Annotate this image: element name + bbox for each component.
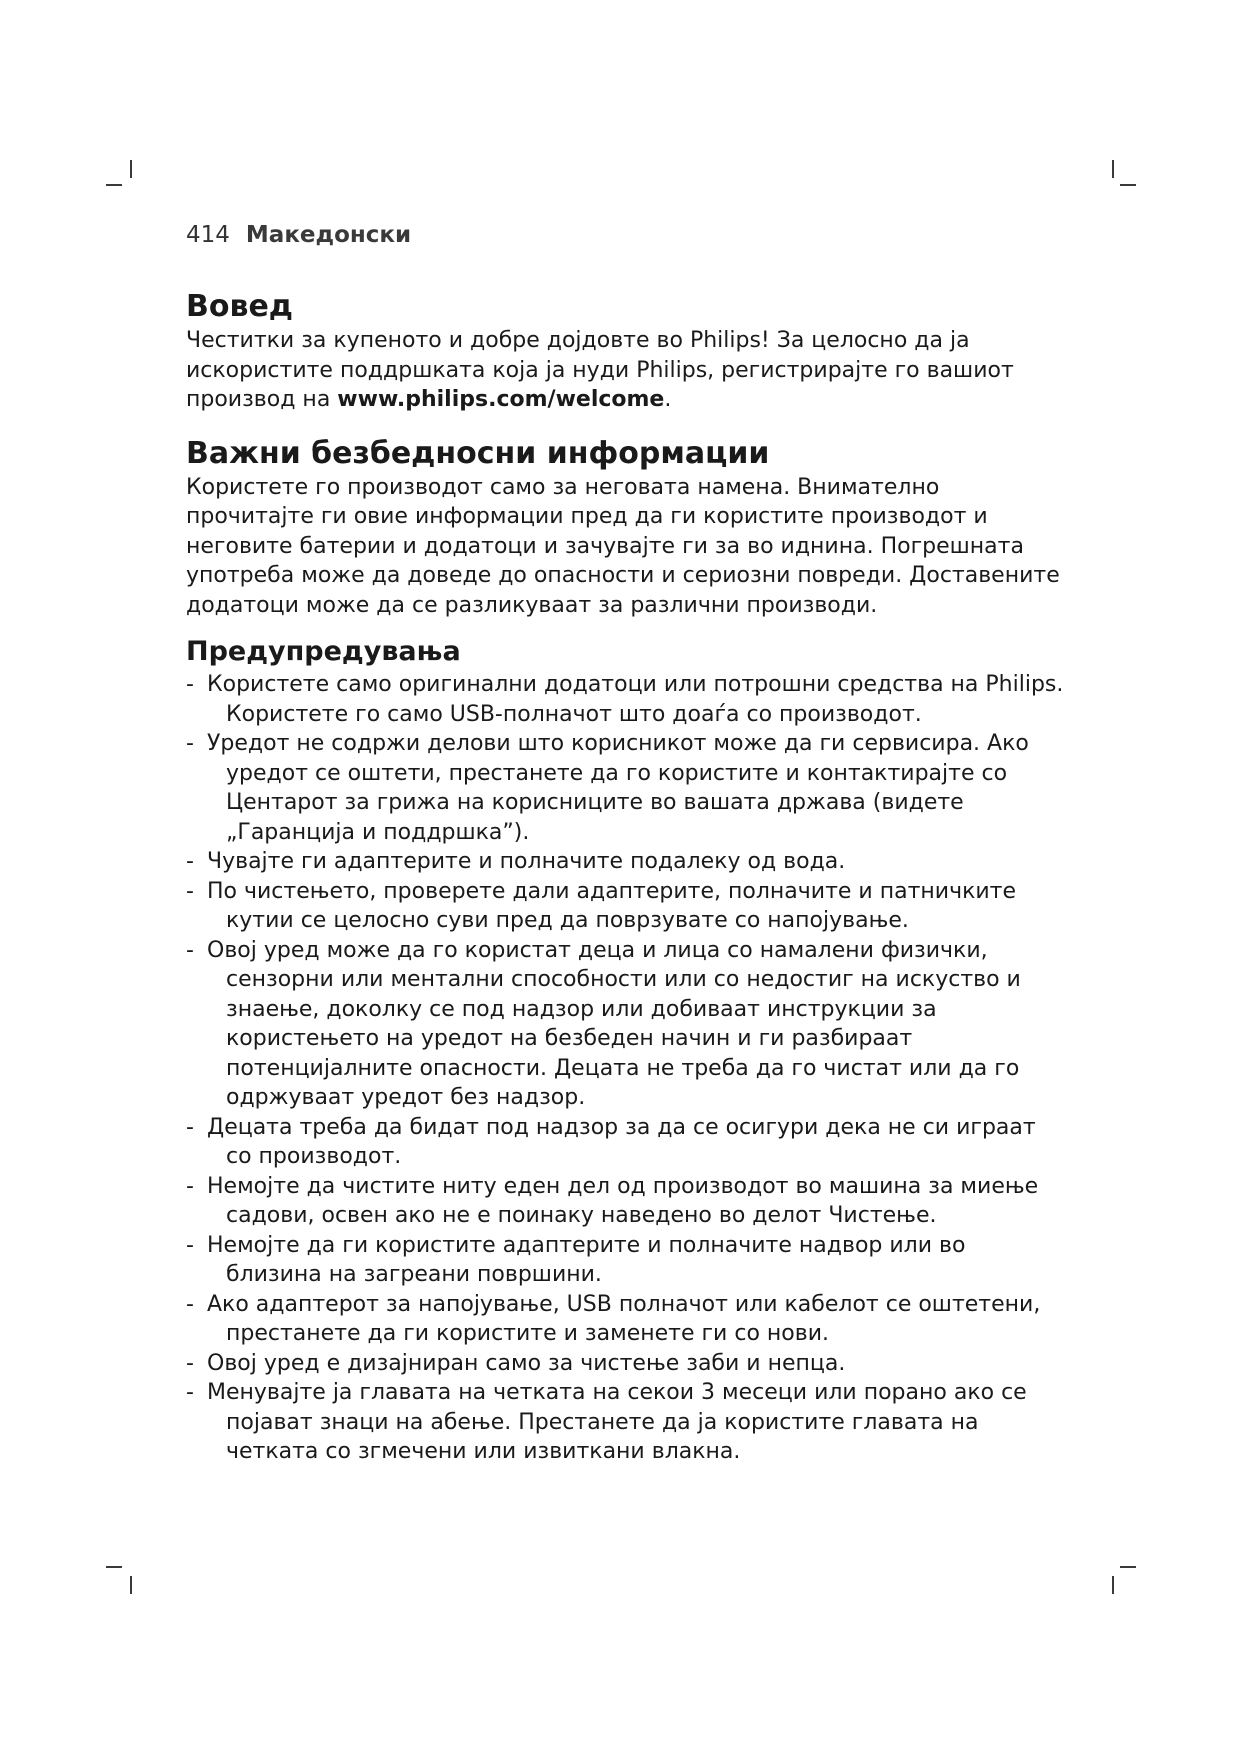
bullet-dash: - (186, 1380, 194, 1405)
list-item-text: Овој уред е дизајниран само за чистење заби и непца. (207, 1350, 846, 1376)
list-item-text: Ако адаптерот за напојување, USB полначот или кабелот се оштетени, престанете да ги користите и заменете ги со нови. (207, 1291, 1041, 1346)
list-item (186, 1290, 1066, 1349)
list-item (186, 670, 1066, 729)
list-item-text: Уредот не содржи делови што корисникот може да ги сервисира. Ако уредот се оштети, престанете да го користите и контактирајте со Центарот за грижа на корисниците во вашата држава (видете „Гаранција и поддршка”). (207, 731, 1029, 845)
bullet-dash: - (186, 849, 194, 874)
page-language: Македонски (245, 222, 412, 248)
crop-mark-bottom-right-v (1112, 1576, 1114, 1594)
list-item-text: По чистењето, проверете дали адаптерите, полначите и патничките кутии се целосно суви пред да поврзувате со напојување. (207, 878, 1017, 933)
crop-mark-bottom-left-v (130, 1576, 132, 1594)
bullet-dash: - (186, 878, 194, 904)
list-item (186, 1172, 1066, 1231)
bullet-dash: - (186, 672, 194, 697)
warnings-list (186, 670, 1066, 1467)
intro-text: Честитки за купеното и добре дојдовте во Philips! За целосно да ја искористите поддршката која ја нуди Philips, регистрирајте го вашиот производ на (186, 328, 1014, 412)
crop-mark-top-right-h (1120, 184, 1136, 186)
list-item (186, 936, 1066, 1113)
list-item-text: Менувајте ја главата на четката на секои 3 месеци или порано ако се појават знаци на абење. Престанете да ја користите главата на четката со згмечени или извиткани влакна. (207, 1380, 1027, 1464)
warnings-title: Предупредувања (186, 636, 461, 667)
bullet-dash: - (186, 1114, 194, 1140)
list-item (186, 1231, 1066, 1290)
welcome-url: www.philips.com/welcome (337, 387, 665, 412)
list-item-text: Овој уред може да го користат деца и лица со намалени физички, сензорни или ментални способности или со недостиг на искуство и знаење, доколку се под надзор или добиваат инструкции за користењето на уредот на безбеден начин и ги разбираат потенцијалните опасности. Децата не треба да го чистат или да го одржуваат уредот без надзор. (207, 937, 1021, 1110)
bullet-dash: - (186, 1350, 194, 1376)
bullet-dash: - (186, 937, 194, 963)
intro-title: Вовед (186, 289, 294, 324)
crop-mark-bottom-right-h (1120, 1566, 1136, 1568)
bullet-dash: - (186, 731, 194, 756)
list-item-text: Немојте да чистите ниту еден дел од производот во машина за миење садови, освен ако не е поинаку наведено во делот Чистење. (207, 1173, 1039, 1228)
list-item (186, 1113, 1066, 1172)
page-header (186, 222, 411, 248)
list-item (186, 1378, 1066, 1467)
bullet-dash: - (186, 1232, 194, 1258)
list-item-text: Децата треба да бидат под надзор за да се осигури дека не си играат со производот. (207, 1114, 1036, 1169)
list-item-text: Немојте да ги користите адаптерите и полначите надвор или во близина на загреани површини. (207, 1232, 966, 1287)
list-item (186, 729, 1066, 847)
list-item (186, 1349, 1066, 1379)
list-item (186, 877, 1066, 936)
page-content (186, 284, 1066, 1467)
safety-title: Важни безбедносни информации (186, 435, 770, 471)
intro-paragraph (186, 326, 1066, 415)
crop-mark-top-right-v (1112, 160, 1114, 178)
list-item-text: Чувајте ги адаптерите и полначите подалеку од вода. (207, 849, 846, 874)
list-item-text: Користете само оригинални додатоци или потрошни средства на Philips. Користете го само USB-полначот што доаѓа со производот. (207, 672, 1064, 727)
crop-mark-top-left-h (106, 184, 122, 186)
list-item (186, 847, 1066, 877)
bullet-dash: - (186, 1173, 194, 1199)
intro-text-end: . (664, 387, 672, 412)
safety-paragraph: Користете го производот само за неговата намена. Внимателно прочитајте ги овие информации пред да ги користите производот и неговите батерии и додатоци и зачувајте ги за во иднина. Погрешната употреба може да доведе до опасности и сериозни повреди. Доставените додатоци може да се разликуваат за различни производи. (186, 474, 1060, 618)
bullet-dash: - (186, 1291, 194, 1317)
crop-mark-top-left-v (130, 160, 132, 178)
crop-mark-bottom-left-h (106, 1566, 122, 1568)
page-number: 414 (186, 222, 230, 248)
